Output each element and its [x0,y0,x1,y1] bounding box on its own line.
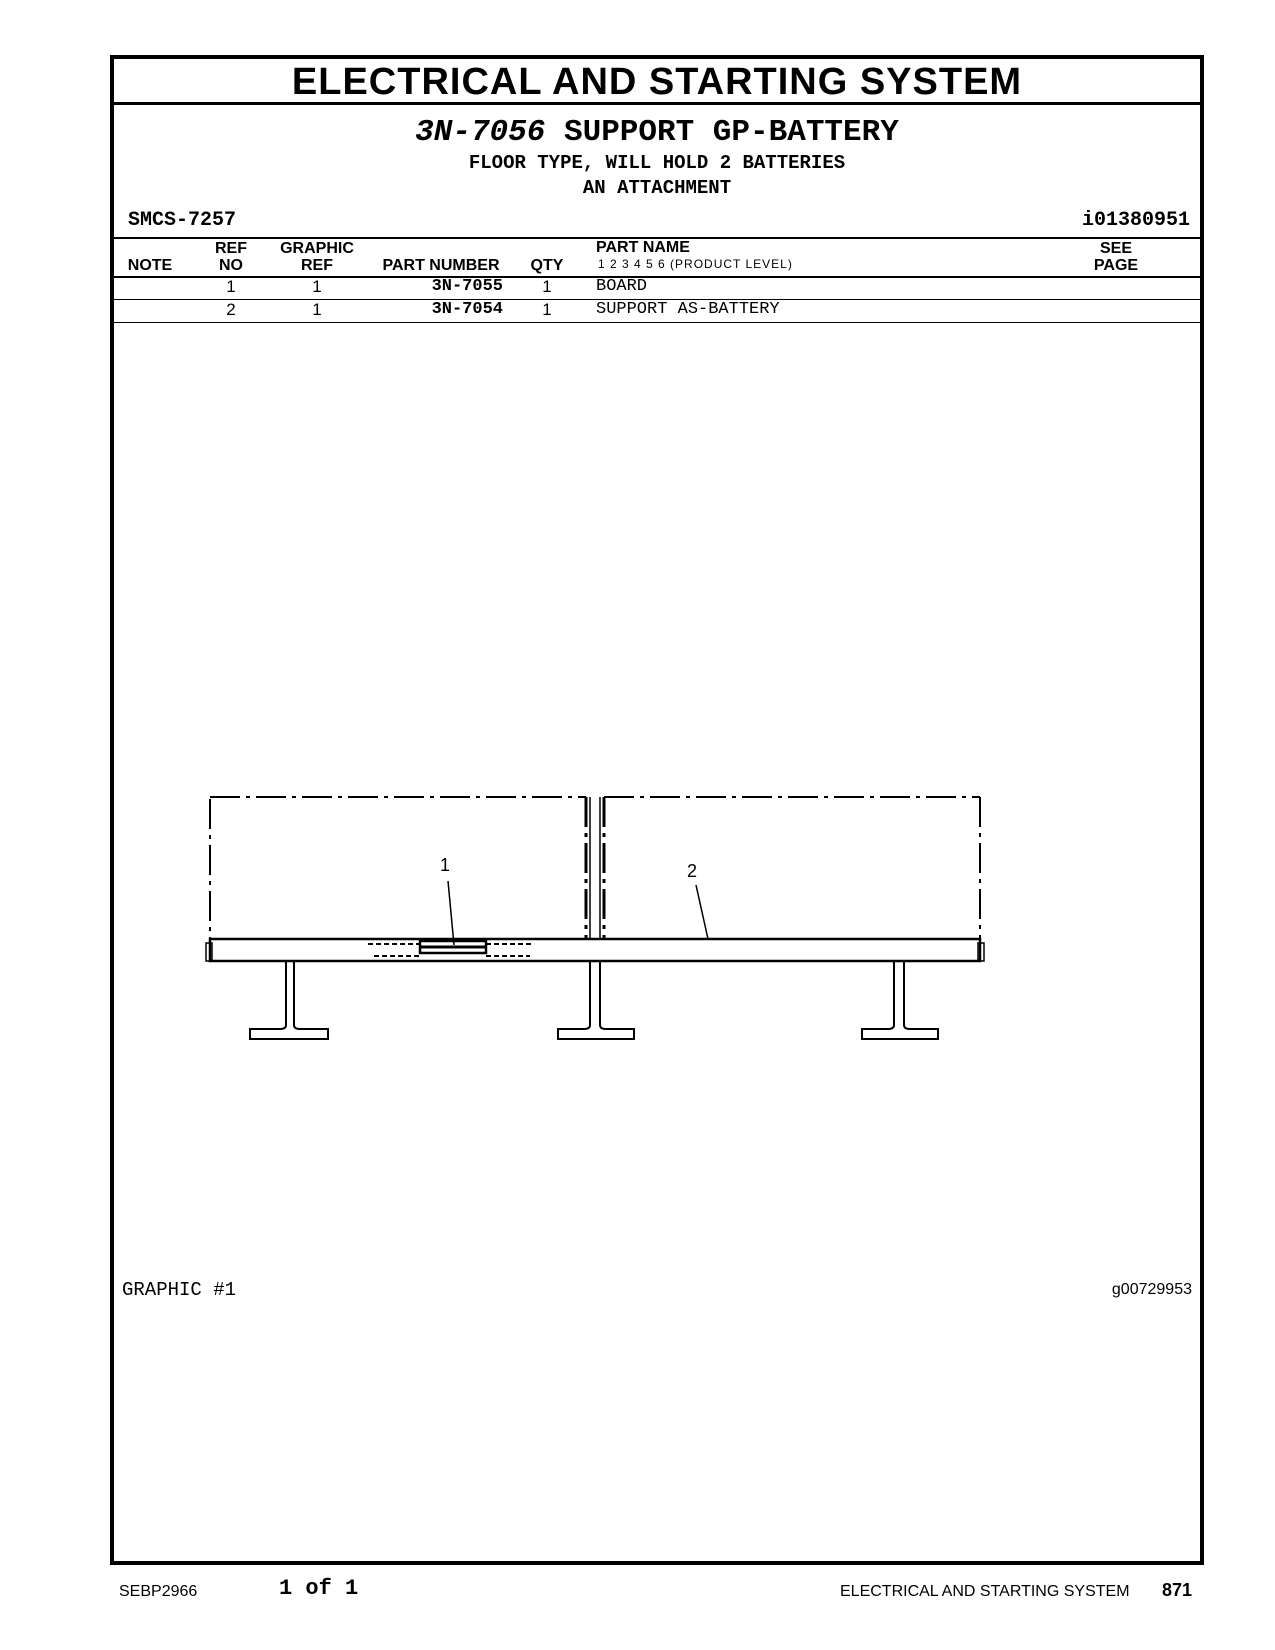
smcs-code: SMCS-7257 [128,209,237,232]
cell-part-name: BOARD [596,277,648,296]
assembly-part-name: SUPPORT GP-BATTERY [563,115,899,150]
graphic-id: g00729953 [1111,1281,1192,1298]
header-qty: QTY [530,257,564,274]
header-part-name: PART NAME [596,239,690,256]
info-identifier: i01380951 [1081,209,1190,232]
graphic-label: GRAPHIC #1 [122,1279,237,1301]
cell-part-number: 3N-7054 [431,300,503,319]
section-title: ELECTRICAL AND STARTING SYSTEM [114,59,1200,105]
header-product-levels: 1 2 3 4 5 6 (PRODUCT LEVEL) [598,257,793,271]
subtitle-line-2: AN ATTACHMENT [582,177,732,199]
callout-leader-1 [448,881,454,945]
footer-page-of: 1 of 1 [279,1576,359,1601]
callout-leader-2 [696,885,708,939]
callout-2: 2 [687,861,698,881]
footer-doc-number: SEBP2966 [119,1583,198,1600]
header-ref-no: REF NO [215,240,247,274]
cell-ref-no: 2 [226,300,236,319]
cell-graphic-ref: 1 [312,277,322,296]
header-graphic-ref: GRAPHIC REF [280,240,354,274]
header-note: NOTE [127,257,173,274]
header-part-number: PART NUMBER [382,257,500,274]
footer-page-number: 871 [1162,1580,1193,1600]
callout-1: 1 [440,855,451,875]
page-frame [110,55,1204,1565]
cell-part-number: 3N-7055 [431,277,503,296]
header-see-page: SEE PAGE [1093,240,1139,274]
support-leg-left [250,961,328,1039]
support-leg-center [558,961,634,1039]
subtitle-line-1: FLOOR TYPE, WILL HOLD 2 BATTERIES [468,152,846,174]
assembly-part-number: 3N-7056 [415,115,546,150]
support-beam [210,939,980,961]
cell-qty: 1 [542,277,552,296]
footer-section-title: ELECTRICAL AND STARTING SYSTEM [840,1583,1130,1600]
cell-graphic-ref: 1 [312,300,322,319]
cell-ref-no: 1 [226,277,236,296]
cell-part-name: SUPPORT AS-BATTERY [596,300,780,319]
battery-support-drawing [114,59,1200,1559]
cell-qty: 1 [542,300,552,319]
support-leg-right [862,961,938,1039]
